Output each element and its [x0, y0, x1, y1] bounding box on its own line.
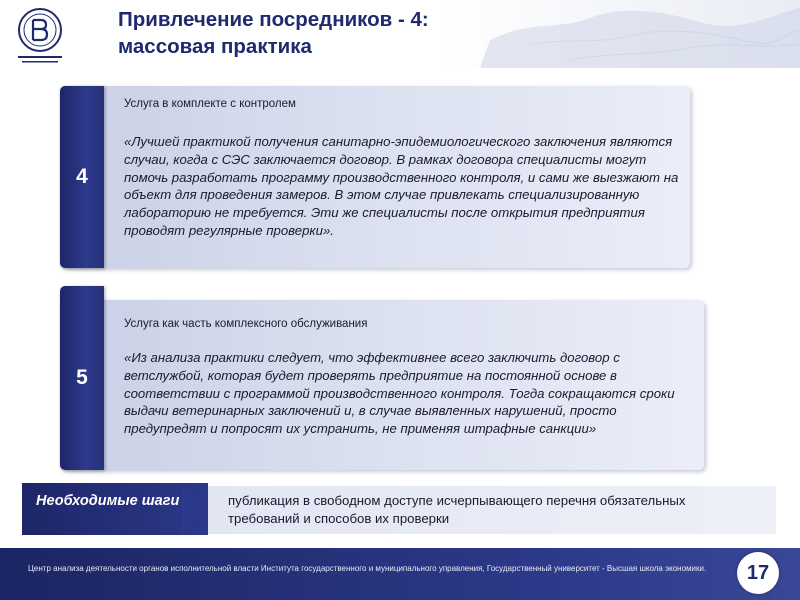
- card-subheading: Услуга как часть комплексного обслуживания: [124, 318, 368, 330]
- page-number: 17: [737, 552, 779, 594]
- card-number-badge: 4: [60, 86, 104, 268]
- practice-card-4-content: [124, 97, 684, 240]
- card-quote: «Лучшей практикой получения санитарно-эпидемиологического заключения являются случаи, когда с СЭС заключается договор. В рамках договора специалисты могут помочь разработать программу производственного контроля, и сами же выезжают на объект для проведения замеров. В этом случае привлекать специализированную лабораторию не требуется. Эти же специалисты после открытия предприятия проводят регулярные проверки».: [124, 134, 679, 238]
- card-subheading: Услуга в комплекте с контролем: [124, 98, 296, 110]
- page-title-line1: Привлечение посредников - 4:: [118, 8, 429, 31]
- steps-text: публикация в свободном доступе исчерпывающего перечня обязательных требований и способов их проверки: [228, 493, 686, 526]
- card-quote: «Из анализа практики следует, что эффективнее всего заключить договор с ветслужбой, которая будет проверять предприятие на постоянной основе в соответствии с программой производственного контроля. Тогда сокращаются сроки выдачи ветеринарных заключений и, в случае выявленных нарушений, просто предупредят и попросят их устранить, не применяя штрафные санкции»: [124, 350, 675, 437]
- page-title-line2: массовая практика: [118, 35, 312, 58]
- steps-arrow-icon: [182, 483, 204, 535]
- practice-card-5-content: [124, 317, 694, 438]
- university-emblem-icon: [14, 6, 66, 70]
- page-title: [118, 6, 429, 60]
- card-number-badge: 5: [60, 286, 104, 470]
- map-decoration-icon: [470, 0, 800, 68]
- steps-label: Необходимые шаги: [22, 483, 208, 535]
- footer-bar: [0, 548, 800, 600]
- footer-text: Центр анализа деятельности органов исполнительной власти Института государственного и муниципального управления, Государственный университет - Высшая школа экономики.: [28, 564, 707, 573]
